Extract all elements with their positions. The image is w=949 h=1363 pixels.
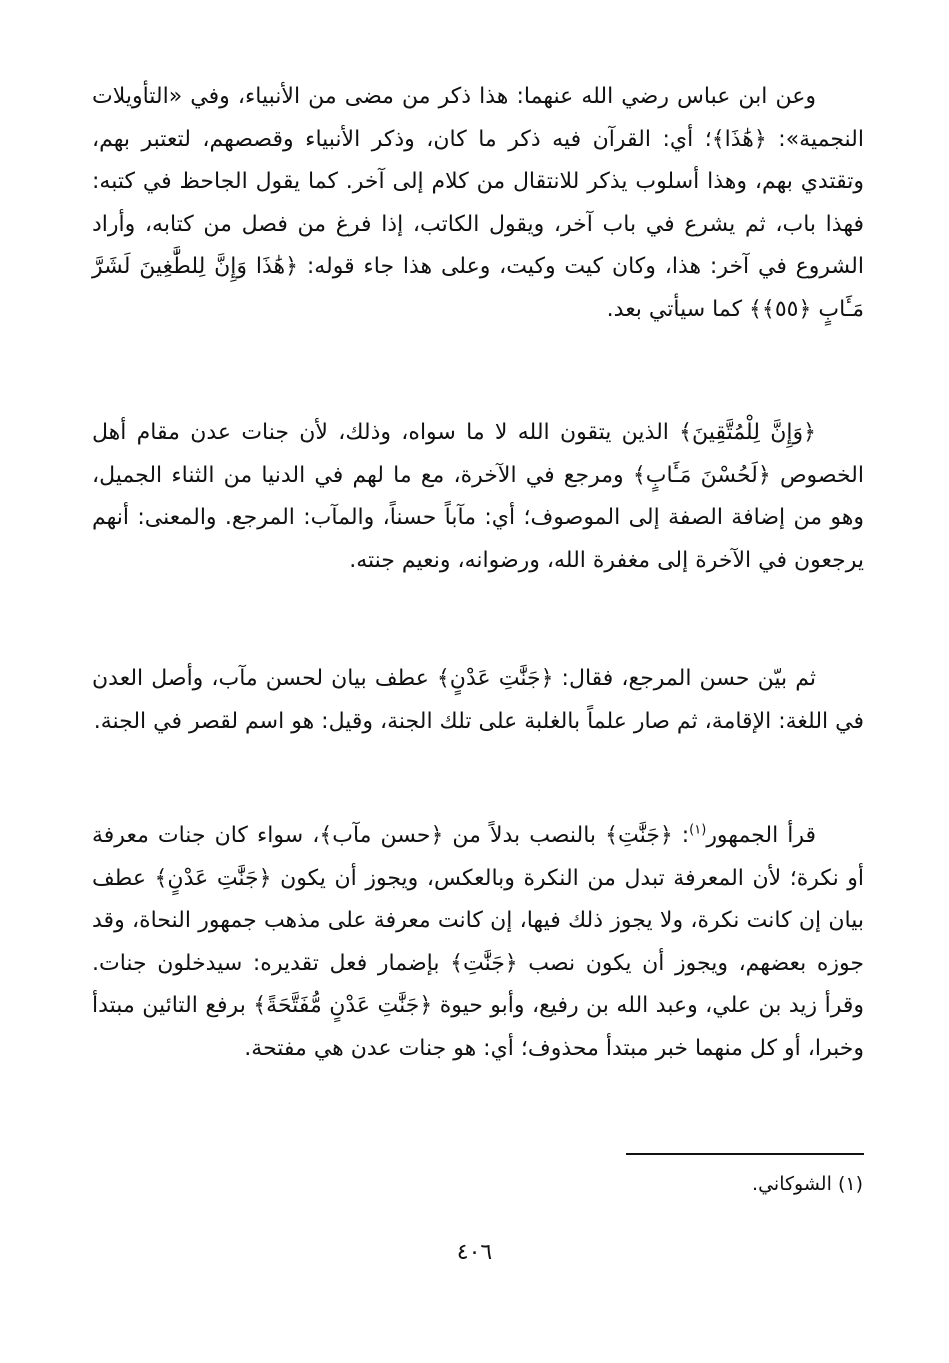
paragraph-4-start: قرأ الجمهور: [706, 823, 816, 848]
body-text-lower: [92, 658, 864, 743]
paragraph-3: ثم بيّن حسن المرجع، فقال: ﴿جَنَّٰتِ عَدْنٍ﴾ عطف بيان لحسن مآب، وأصل العدن في اللغة: الإقامة، ثم صار علماً بالغلبة على تلك الجنة، وقيل: هو اسم لقصر في الجنة.: [92, 666, 864, 734]
paragraph-4: [92, 815, 864, 1070]
paragraph-1: وعن ابن عباس رضي الله عنهما: هذا ذكر من مضى من الأنبياء، وفي «التأويلات النجمية»: ﴿هَٰذَا﴾؛ أي: القرآن فيه ذكر ما كان، وذكر الأنبياء وقصصهم، لتعتبر بهم، وتقتدي بهم، وهذا أسلوب يذكر للانتقال من كلام إلى آخر. كما يقول الجاحظ في كتبه: فهذا باب، ثم يشرع في باب آخر، ويقول الكاتب، إذا فرغ من فصل من كتابه، وأراد الشروع في آخر: هذا، وكان كيت وكيت، وعلى هذا جاء قوله: ﴿هَٰذَا وَإِنَّ لِلطَّٰغِينَ لَشَرَّ مَـَٔابٍ ﴿٥٥﴾﴾ كما سيأتي بعد.: [92, 84, 864, 322]
paragraph-2: ﴿وَإِنَّ لِلْمُتَّقِينَ﴾ الذين يتقون الله لا ما سواه، وذلك، لأن جنات عدن مقام أهل الخصوص ﴿لَحُسْنَ مَـَٔابٍ﴾ ومرجع في الآخرة، مع ما لهم في الدنيا من الثناء الجميل، وهو من إضافة الصفة إلى الموصوف؛ أي: مآباً حسناً، والمآب: المرجع. والمعنى: أنهم يرجعون في الآخرة إلى مغفرة الله، ورضوانه، ونعيم جنته.: [92, 420, 864, 573]
footnote-marker: (١): [689, 822, 707, 838]
paragraph-4-rest: : ﴿جَنَّٰتِ﴾ بالنصب بدلاً من ﴿حسن مآب﴾، سواء كان جنات معرفة أو نكرة؛ لأن المعرفة تبدل من النكرة وبالعكس، ويجوز أن يكون ﴿جَنَّٰتِ عَدْنٍ﴾ عطف بيان إن كانت نكرة، ولا يجوز ذلك فيها، إن كانت معرفة على مذهب جمهور النحاة، وقد جوزه بعضهم، ويجوز أن يكون نصب ﴿جَنَّٰتِ﴾ بإضمار فعل تقديره: سيدخلون جنات. وقرأ زيد بن علي، وعبد الله بن رفيع، وأبو حيوة ﴿جَنَّٰتِ عَدْنٍ مُّفَتَّحَةً﴾ برفع التائين مبتدأ وخبرا، أو كل منهما خبر مبتدأ محذوف؛ أي: هو جنات عدن هي مفتحة.: [92, 823, 864, 1061]
page-number: ٤٠٦: [456, 1240, 493, 1265]
footnote-divider: [626, 1153, 864, 1155]
body-text-top: [92, 76, 864, 331]
footnote: [752, 1166, 863, 1202]
footnote-number: (١): [837, 1173, 863, 1195]
footnote-text: الشوكاني.: [752, 1173, 832, 1195]
body-text-middle: [92, 412, 864, 582]
body-text-bottom: [92, 815, 864, 1070]
